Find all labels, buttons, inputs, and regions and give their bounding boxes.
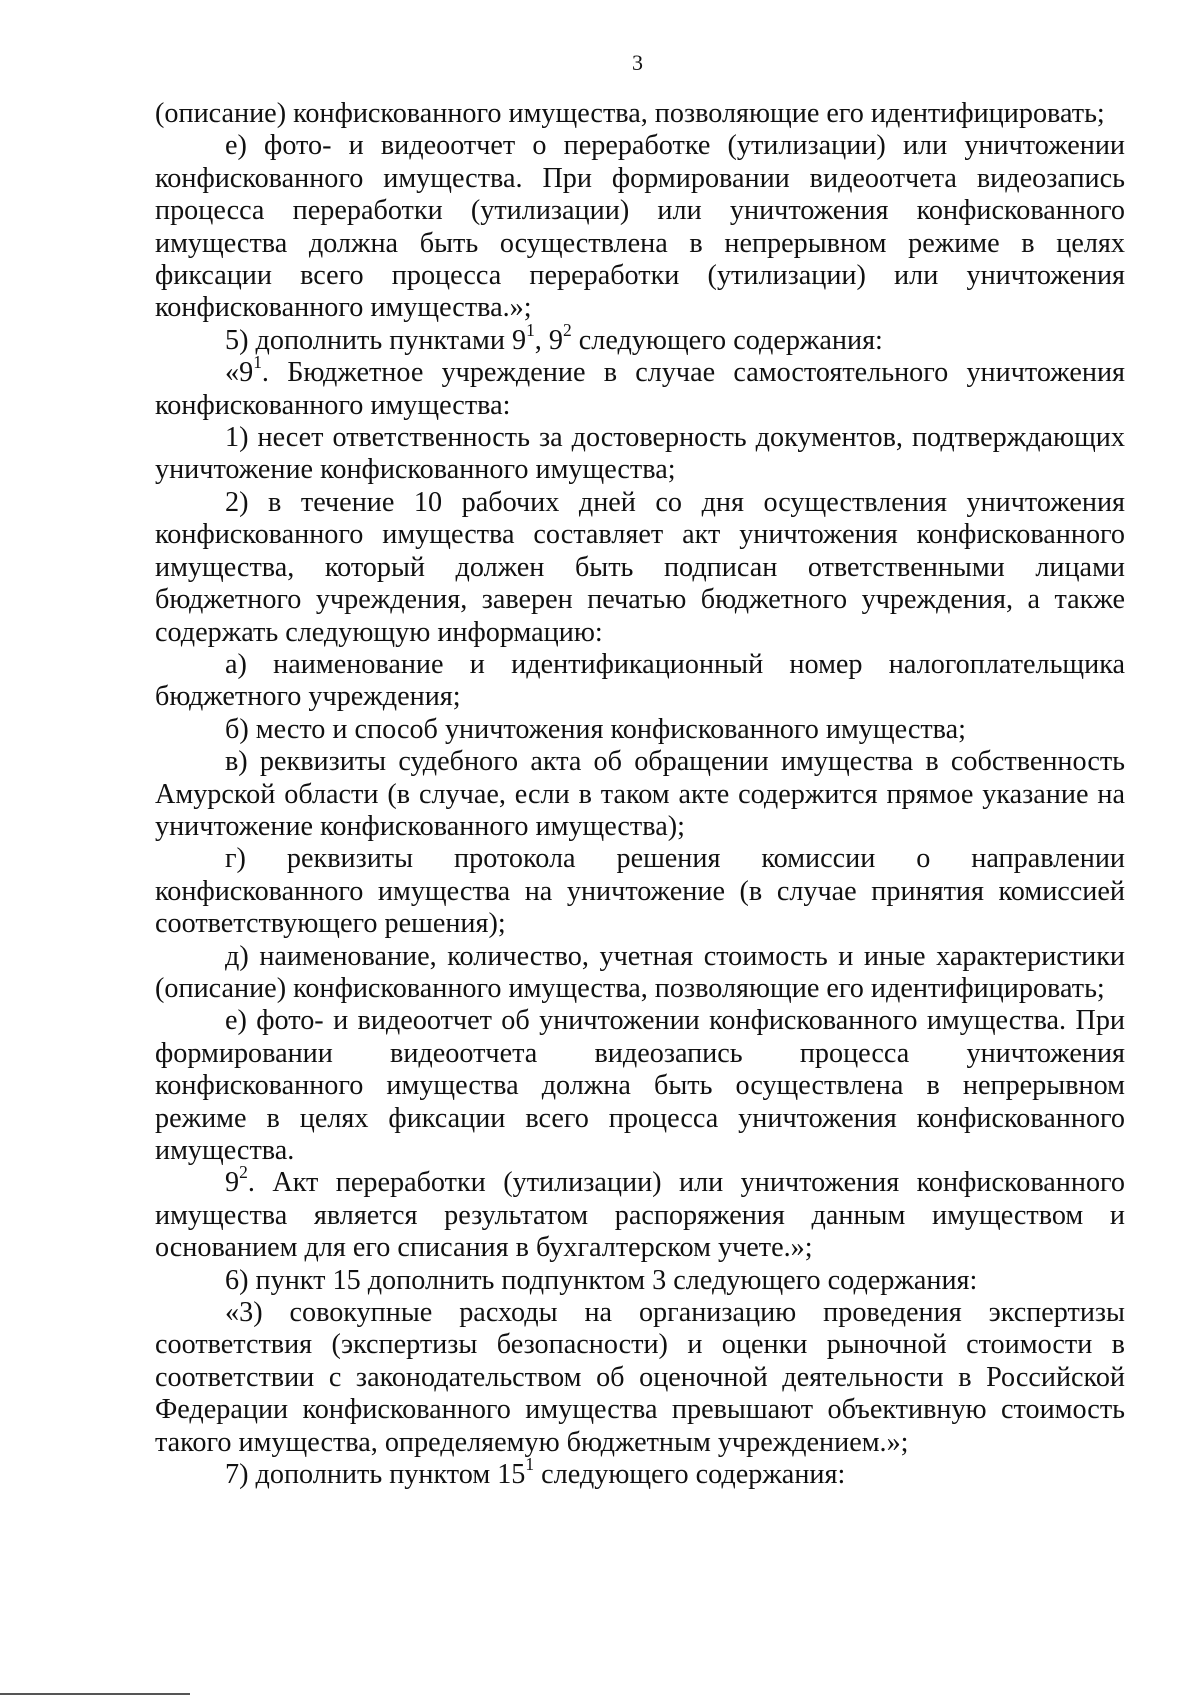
document-body [155,98,1125,1491]
paragraph: 2) в течение 10 рабочих дней со дня осуществления уничтожения конфискованного имущества составляет акт уничтожения конфискованного имущества, который должен быть подписан ответственными лицами бюджетного учреждения, заверен печатью бюджетного учреждения, а также содержать следующую информацию: [155,486,1125,648]
paragraph: 6) пункт 15 дополнить подпунктом 3 следующего содержания: [225,1264,978,1296]
paragraph: г) реквизиты протокола решения комиссии о направлении конфискованного имущества на уничтожение (в случае принятия комиссией соответствующего решения); [155,843,1125,940]
paragraph: б) место и способ уничтожения конфискованного имущества; [225,713,966,745]
paragraph: 7) дополнить пунктом $15^1$ следующего содержания: [225,1454,846,1491]
paragraph: д) наименование, количество, учетная стоимость и иные характеристики (описание) конфискованного имущества, позволяющие его идентифицировать; [155,940,1125,1004]
scan-edge-line [0,1693,190,1695]
paragraph: (описание) конфискованного имущества, позволяющие его идентифицировать; [155,98,1105,129]
paragraph: 5) дополнить пунктами $9^1$, $9^2$ следующего содержания: [225,319,883,356]
paragraph: е) фото- и видеоотчет о переработке (утилизации) или уничтожении конфискованного имущества. При формировании видеоотчета видеозапись процесса переработки (утилизации) или уничтожения конфискованного имущества должна быть осуществлена в непрерывном режиме в целях фиксации всего процесса переработки (утилизации) или уничтожения конфискованного имущества.»; [155,130,1125,324]
paragraph: е) фото- и видеоотчет об уничтожении конфискованного имущества. При формировании видеоотчета видеозапись процесса уничтожения конфискованного имущества должна быть осуществлена в непрерывном режиме в целях фиксации всего процесса уничтожения конфискованного имущества. [155,1005,1125,1166]
paragraph: а) наименование и идентификационный номер налогоплательщика бюджетного учреждения; [155,648,1125,713]
paragraph: в) реквизиты судебного акта об обращении имущества в собственность Амурской области (в случае, если в таком акте содержится прямое указание на уничтожение конфискованного имущества); [155,746,1125,842]
paragraph: «3) совокупные расходы на организацию проведения экспертизы соответствия (экспертизы безопасности) и оценки рыночной стоимости в соответствии с законодательством об оценочной деятельности в Российской Федерации конфискованного имущества превышают объективную стоимость такого имущества, определяемую бюджетным учреждением.»; [155,1297,1125,1458]
paragraph: 1) несет ответственность за достоверность документов, подтверждающих уничтожение конфискованного имущества; [155,422,1125,486]
paragraph: $9^2$. Акт переработки (утилизации) или уничтожения конфискованного имущества является результатом распоряжения данным имуществом и основанием для его списания в бухгалтерском учете.»; [155,1162,1125,1264]
page-number: 3 [632,50,643,75]
paragraph: «$9^1$. Бюджетное учреждение в случае самостоятельного уничтожения конфискованного имущества: [155,352,1125,421]
